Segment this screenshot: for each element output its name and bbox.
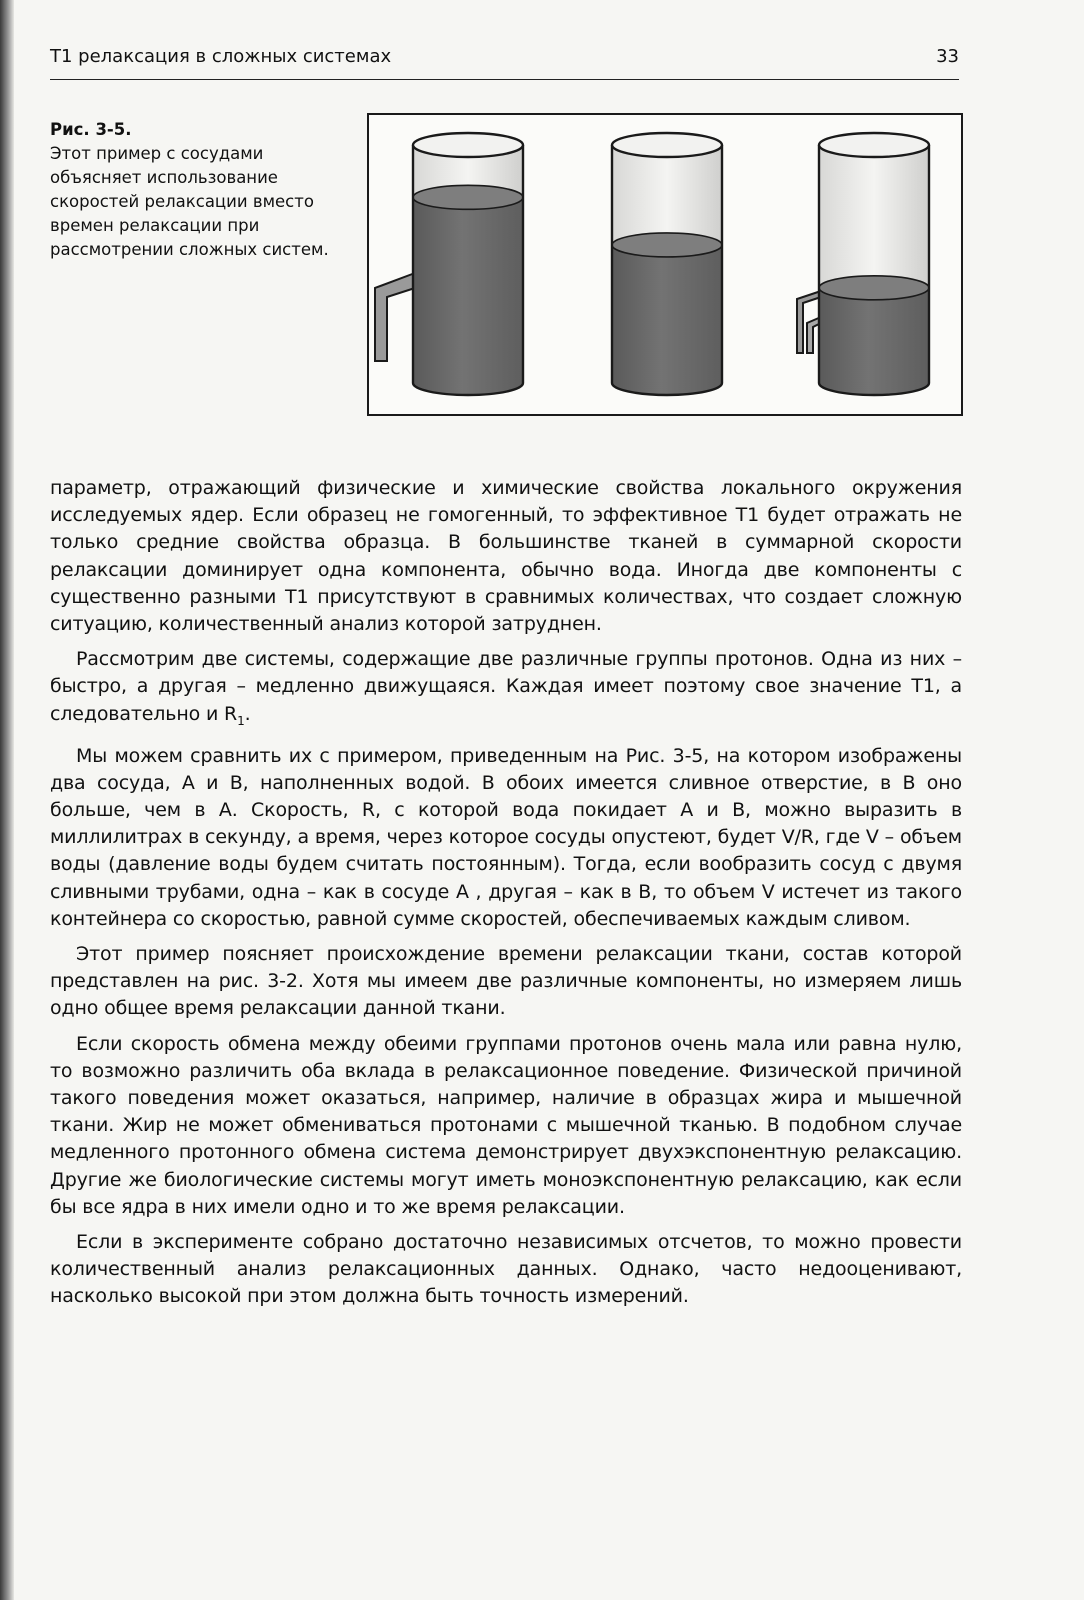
vessel-2-water-surface <box>612 233 722 257</box>
paragraph-1: параметр, отражающий физические и химические свойства локального окружения исследуемых ядер. Если образец не гомогенный, то эффективное Т1 будет отражать не только средние свойства образца. В большинстве тканей в суммарной скорости релаксации доминирует одна компонента, обычно вода. Иногда две компоненты с существенно разными Т1 присутствуют в сравнимых количествах, что создает сложную ситуацию, количественный анализ которой затруднен. <box>50 477 962 636</box>
header-rule <box>50 79 959 80</box>
figure-caption <box>50 118 350 262</box>
vessels-illustration <box>369 115 961 414</box>
running-head <box>50 46 959 67</box>
vessel-3-water-surface <box>819 276 929 300</box>
body-text <box>50 475 962 1319</box>
paragraph-2-end: . <box>244 702 251 725</box>
vessel-1-water <box>413 185 523 395</box>
vessel-2-rim <box>612 133 722 157</box>
paragraph-6: Если в эксперименте собрано достаточно независимых отсчетов, то можно провести количественный анализ релаксационных данных. Однако, часто недооценивают, насколько высокой при этом должна быть точность измерений. <box>50 1231 962 1308</box>
paragraph-2 <box>50 646 962 734</box>
paragraph-3: Мы можем сравнить их с примером, приведенным на Рис. 3-5, на котором изображены два сосуда, А и В, наполненных водой. В обоих имеется сливное отверстие, в В оно больше, чем в А. Скорость, R, с которой вода покидает А и В, можно выразить в миллилитрах в секунду, а время, через которое сосуды опустеют, будет V/R, где V – объем воды (давление воды будем считать постоянным). Тогда, если вообразить сосуд с двумя сливными трубами, одна – как в сосуде А , другая – как в В, то объем V истечет из такого контейнера со скоростью, равной сумме скоростей, обеспечиваемых каждым сливом. <box>50 744 962 930</box>
vessel-3-rim <box>819 133 929 157</box>
paragraph-2-text: Рассмотрим две системы, содержащие две различные группы протонов. Одна из них – быстро, а другая – медленно движущаяся. Каждая имеет поэтому свое значение Т1, а следовательно и R <box>50 648 962 725</box>
vessel-1-rim <box>413 133 523 157</box>
running-head-title: Т1 релаксация в сложных системах <box>50 46 392 67</box>
figure-caption-text: Этот пример с сосудами объясняет использование скоростей релаксации вместо времен релаксации при рассмотрении сложных систем. <box>50 144 329 259</box>
vessel-1-water-surface <box>413 185 523 209</box>
figure-vessels <box>367 113 963 416</box>
paragraph-4: Этот пример поясняет происхождение времени релаксации ткани, состав которой представлен на рис. 3-2. Хотя мы имеем две различные компоненты, но измеряем лишь одно общее время релаксации данной ткани. <box>50 943 962 1020</box>
book-page <box>14 0 1084 1600</box>
paragraph-5: Если скорость обмена между обеими группами протонов очень мала или равна нулю, то возможно различить оба вклада в релаксационное поведение. Физической причиной такого поведения может оказаться, например, наличие в образцах жира и мышечной ткани. Жир не может обмениваться протонами с мышечной тканью. В подобном случае медленного протонного обмена система демонстрирует двухэкспонентную релаксацию. Другие же биологические системы могут иметь моноэкспонентную релаксацию, как если бы все ядра в них имели одно и то же время релаксации. <box>50 1032 962 1218</box>
paragraph-2-subscript: 1 <box>237 713 245 728</box>
book-spine-shadow <box>0 0 14 1600</box>
figure-label: Рис. 3-5. <box>50 120 132 139</box>
vessel-1-outlet-pipe <box>375 273 415 361</box>
page-number: 33 <box>936 46 959 67</box>
